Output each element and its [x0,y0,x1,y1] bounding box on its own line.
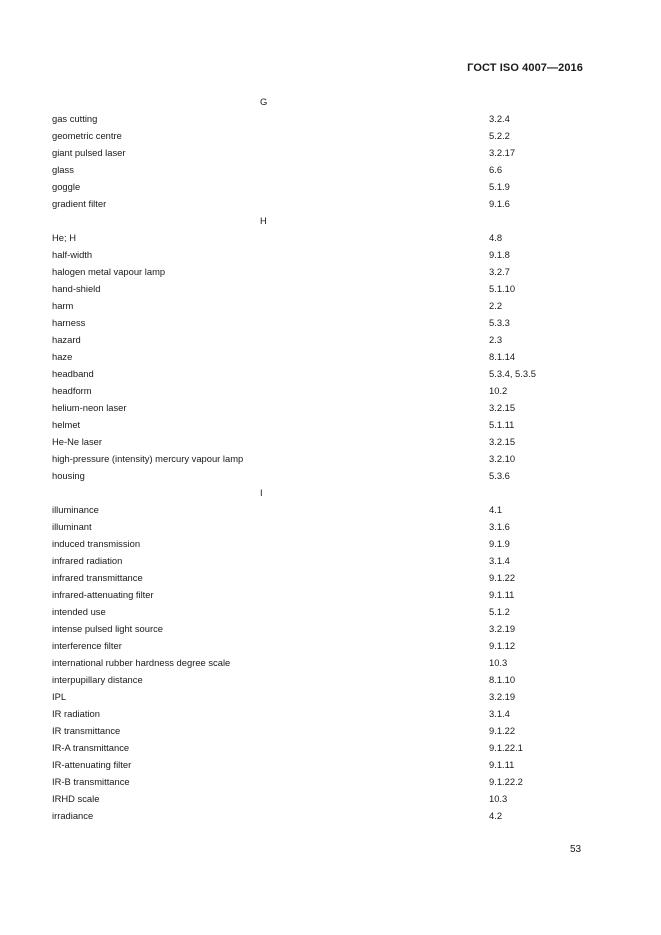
index-entry [0,722,661,739]
index-reference: 9.1.12 [489,640,516,651]
index-term: gas cutting [52,113,98,124]
index-entry [0,603,661,620]
index-reference: 3.2.10 [489,453,516,464]
index-entry [0,382,661,399]
index-term: harness [52,317,86,328]
index-term: hazard [52,334,81,345]
index-entry [0,739,661,756]
index-reference: 3.1.4 [489,555,510,566]
index-entry [0,195,661,212]
index-letter: I [260,487,263,498]
index-term: headband [52,368,94,379]
index-reference: 3.2.19 [489,691,516,702]
index-reference: 5.1.9 [489,181,510,192]
index-entry [0,110,661,127]
index-entry [0,161,661,178]
index-reference: 9.1.22 [489,572,516,583]
index-entry [0,637,661,654]
index-entry [0,314,661,331]
index-entry [0,518,661,535]
index-term: IR transmittance [52,725,121,736]
index-term: irradiance [52,810,94,821]
index-entry [0,348,661,365]
index-reference: 3.1.4 [489,708,510,719]
document-header: ГОСТ ISO 4007—2016 [467,62,583,74]
index-term: international rubber hardness degree scale [52,657,231,668]
index-term: IR-B transmittance [52,776,130,787]
index-term: induced transmission [52,538,141,549]
index-reference: 10.2 [489,385,508,396]
index-reference: 9.1.22 [489,725,516,736]
index-term: IR-attenuating filter [52,759,132,770]
index-reference: 9.1.22.1 [489,742,523,753]
index-entry [0,399,661,416]
index-letter-heading [0,93,661,110]
index-entry [0,705,661,722]
index-entry [0,229,661,246]
index-reference: 5.2.2 [489,130,510,141]
index-term: helmet [52,419,81,430]
index-reference: 5.3.3 [489,317,510,328]
index-term: He-Ne laser [52,436,103,447]
index-entry [0,433,661,450]
index-term: IPL [52,691,67,702]
index-reference: 9.1.9 [489,538,510,549]
index-term: illuminant [52,521,92,532]
index-reference: 3.2.15 [489,436,516,447]
index-term: goggle [52,181,81,192]
index-term: haze [52,351,73,362]
index-reference: 9.1.6 [489,198,510,209]
alphabetical-index [0,93,661,824]
index-term: infrared radiation [52,555,123,566]
index-term: He; H [52,232,76,243]
index-letter: G [260,96,268,107]
index-term: illuminance [52,504,99,515]
index-entry [0,450,661,467]
index-entry [0,280,661,297]
index-letter-heading [0,484,661,501]
index-entry [0,416,661,433]
index-entry [0,501,661,518]
index-entry [0,467,661,484]
index-entry [0,586,661,603]
index-reference: 9.1.11 [489,589,515,600]
index-reference: 3.2.15 [489,402,516,413]
index-entry [0,569,661,586]
index-reference: 3.2.7 [489,266,510,277]
index-reference: 5.1.11 [489,419,515,430]
index-entry [0,178,661,195]
index-term: gradient filter [52,198,107,209]
index-reference: 8.1.10 [489,674,516,685]
index-entry [0,756,661,773]
index-entry [0,688,661,705]
index-term: halogen metal vapour lamp [52,266,166,277]
index-term: headform [52,385,92,396]
index-term: high-pressure (intensity) mercury vapour lamp [52,453,244,464]
index-reference: 4.8 [489,232,503,243]
index-reference: 4.2 [489,810,503,821]
index-reference: 9.1.22.2 [489,776,523,787]
index-term: housing [52,470,85,481]
index-term: giant pulsed laser [52,147,126,158]
index-reference: 2.3 [489,334,503,345]
index-term: IRHD scale [52,793,100,804]
index-entry [0,552,661,569]
index-reference: 10.3 [489,793,508,804]
index-reference: 5.1.2 [489,606,510,617]
page-number: 53 [570,844,582,855]
index-term: geometric centre [52,130,122,141]
index-term: intended use [52,606,106,617]
index-term: infrared transmittance [52,572,143,583]
index-entry [0,365,661,382]
index-reference: 4.1 [489,504,503,515]
index-reference: 9.1.8 [489,249,510,260]
index-reference: 2.2 [489,300,503,311]
index-reference: 5.1.10 [489,283,516,294]
index-entry [0,246,661,263]
index-entry [0,144,661,161]
index-term: hand-shield [52,283,101,294]
index-entry [0,331,661,348]
index-term: interference filter [52,640,122,651]
index-reference: 5.3.4, 5.3.5 [489,368,536,379]
index-entry [0,807,661,824]
index-entry [0,263,661,280]
index-term: IR radiation [52,708,100,719]
index-entry [0,654,661,671]
index-entry [0,127,661,144]
index-term: intense pulsed light source [52,623,164,634]
index-term: interpupillary distance [52,674,143,685]
index-term: glass [52,164,74,175]
index-entry [0,790,661,807]
index-reference: 3.2.17 [489,147,516,158]
index-reference: 5.3.6 [489,470,510,481]
index-reference: 8.1.14 [489,351,516,362]
index-term: infrared-attenuating filter [52,589,154,600]
index-term: harm [52,300,74,311]
index-term: half-width [52,249,93,260]
index-letter: H [260,215,267,226]
index-entry [0,297,661,314]
index-entry [0,671,661,688]
index-reference: 3.2.19 [489,623,516,634]
index-letter-heading [0,212,661,229]
index-entry [0,535,661,552]
index-entry [0,773,661,790]
index-reference: 3.1.6 [489,521,510,532]
index-term: helium-neon laser [52,402,127,413]
index-reference: 9.1.11 [489,759,515,770]
index-reference: 6.6 [489,164,503,175]
index-entry [0,620,661,637]
index-term: IR-A transmittance [52,742,130,753]
index-reference: 10.3 [489,657,508,668]
index-reference: 3.2.4 [489,113,510,124]
